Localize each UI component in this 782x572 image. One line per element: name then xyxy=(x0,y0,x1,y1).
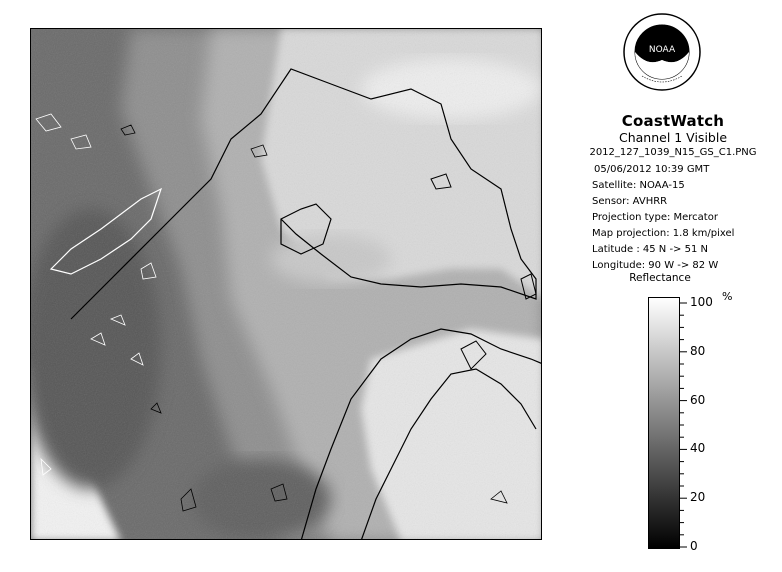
legend-title: Reflectance xyxy=(629,272,691,284)
latitude-range: Latitude : 45 N -> 51 N xyxy=(592,244,708,255)
noaa-logo xyxy=(622,12,702,92)
colorbar-tick-label: 60 xyxy=(690,392,706,407)
colorbar-tick-label: 80 xyxy=(690,343,706,358)
colorbar-ticks xyxy=(680,297,740,549)
satellite-info: Satellite: NOAA-15 xyxy=(592,180,685,191)
file-name: 2012_127_1039_N15_GS_C1.PNG xyxy=(589,147,757,158)
noaa-logo-text: NOAA xyxy=(648,45,676,55)
longitude-range: Longitude: 90 W -> 82 W xyxy=(592,260,719,271)
sensor-info: Sensor: AVHRR xyxy=(592,196,668,207)
brand-name: CoastWatch xyxy=(621,112,725,130)
colorbar-tick-label: 0 xyxy=(690,539,698,553)
reflectance-colorbar xyxy=(648,297,680,549)
satellite-map xyxy=(31,29,542,540)
legend-unit: % xyxy=(722,290,733,303)
colorbar-tick-label: 40 xyxy=(690,441,706,456)
map-projection: Map projection: 1.8 km/pixel xyxy=(592,228,735,239)
colorbar-tick-label: 20 xyxy=(690,490,706,505)
satellite-image[interactable] xyxy=(30,28,542,540)
projection-type: Projection type: Mercator xyxy=(592,212,718,223)
date-time: 05/06/2012 10:39 GMT xyxy=(594,164,710,175)
channel-label: Channel 1 Visible xyxy=(618,130,728,145)
colorbar-tick-label: 100 xyxy=(690,295,713,309)
